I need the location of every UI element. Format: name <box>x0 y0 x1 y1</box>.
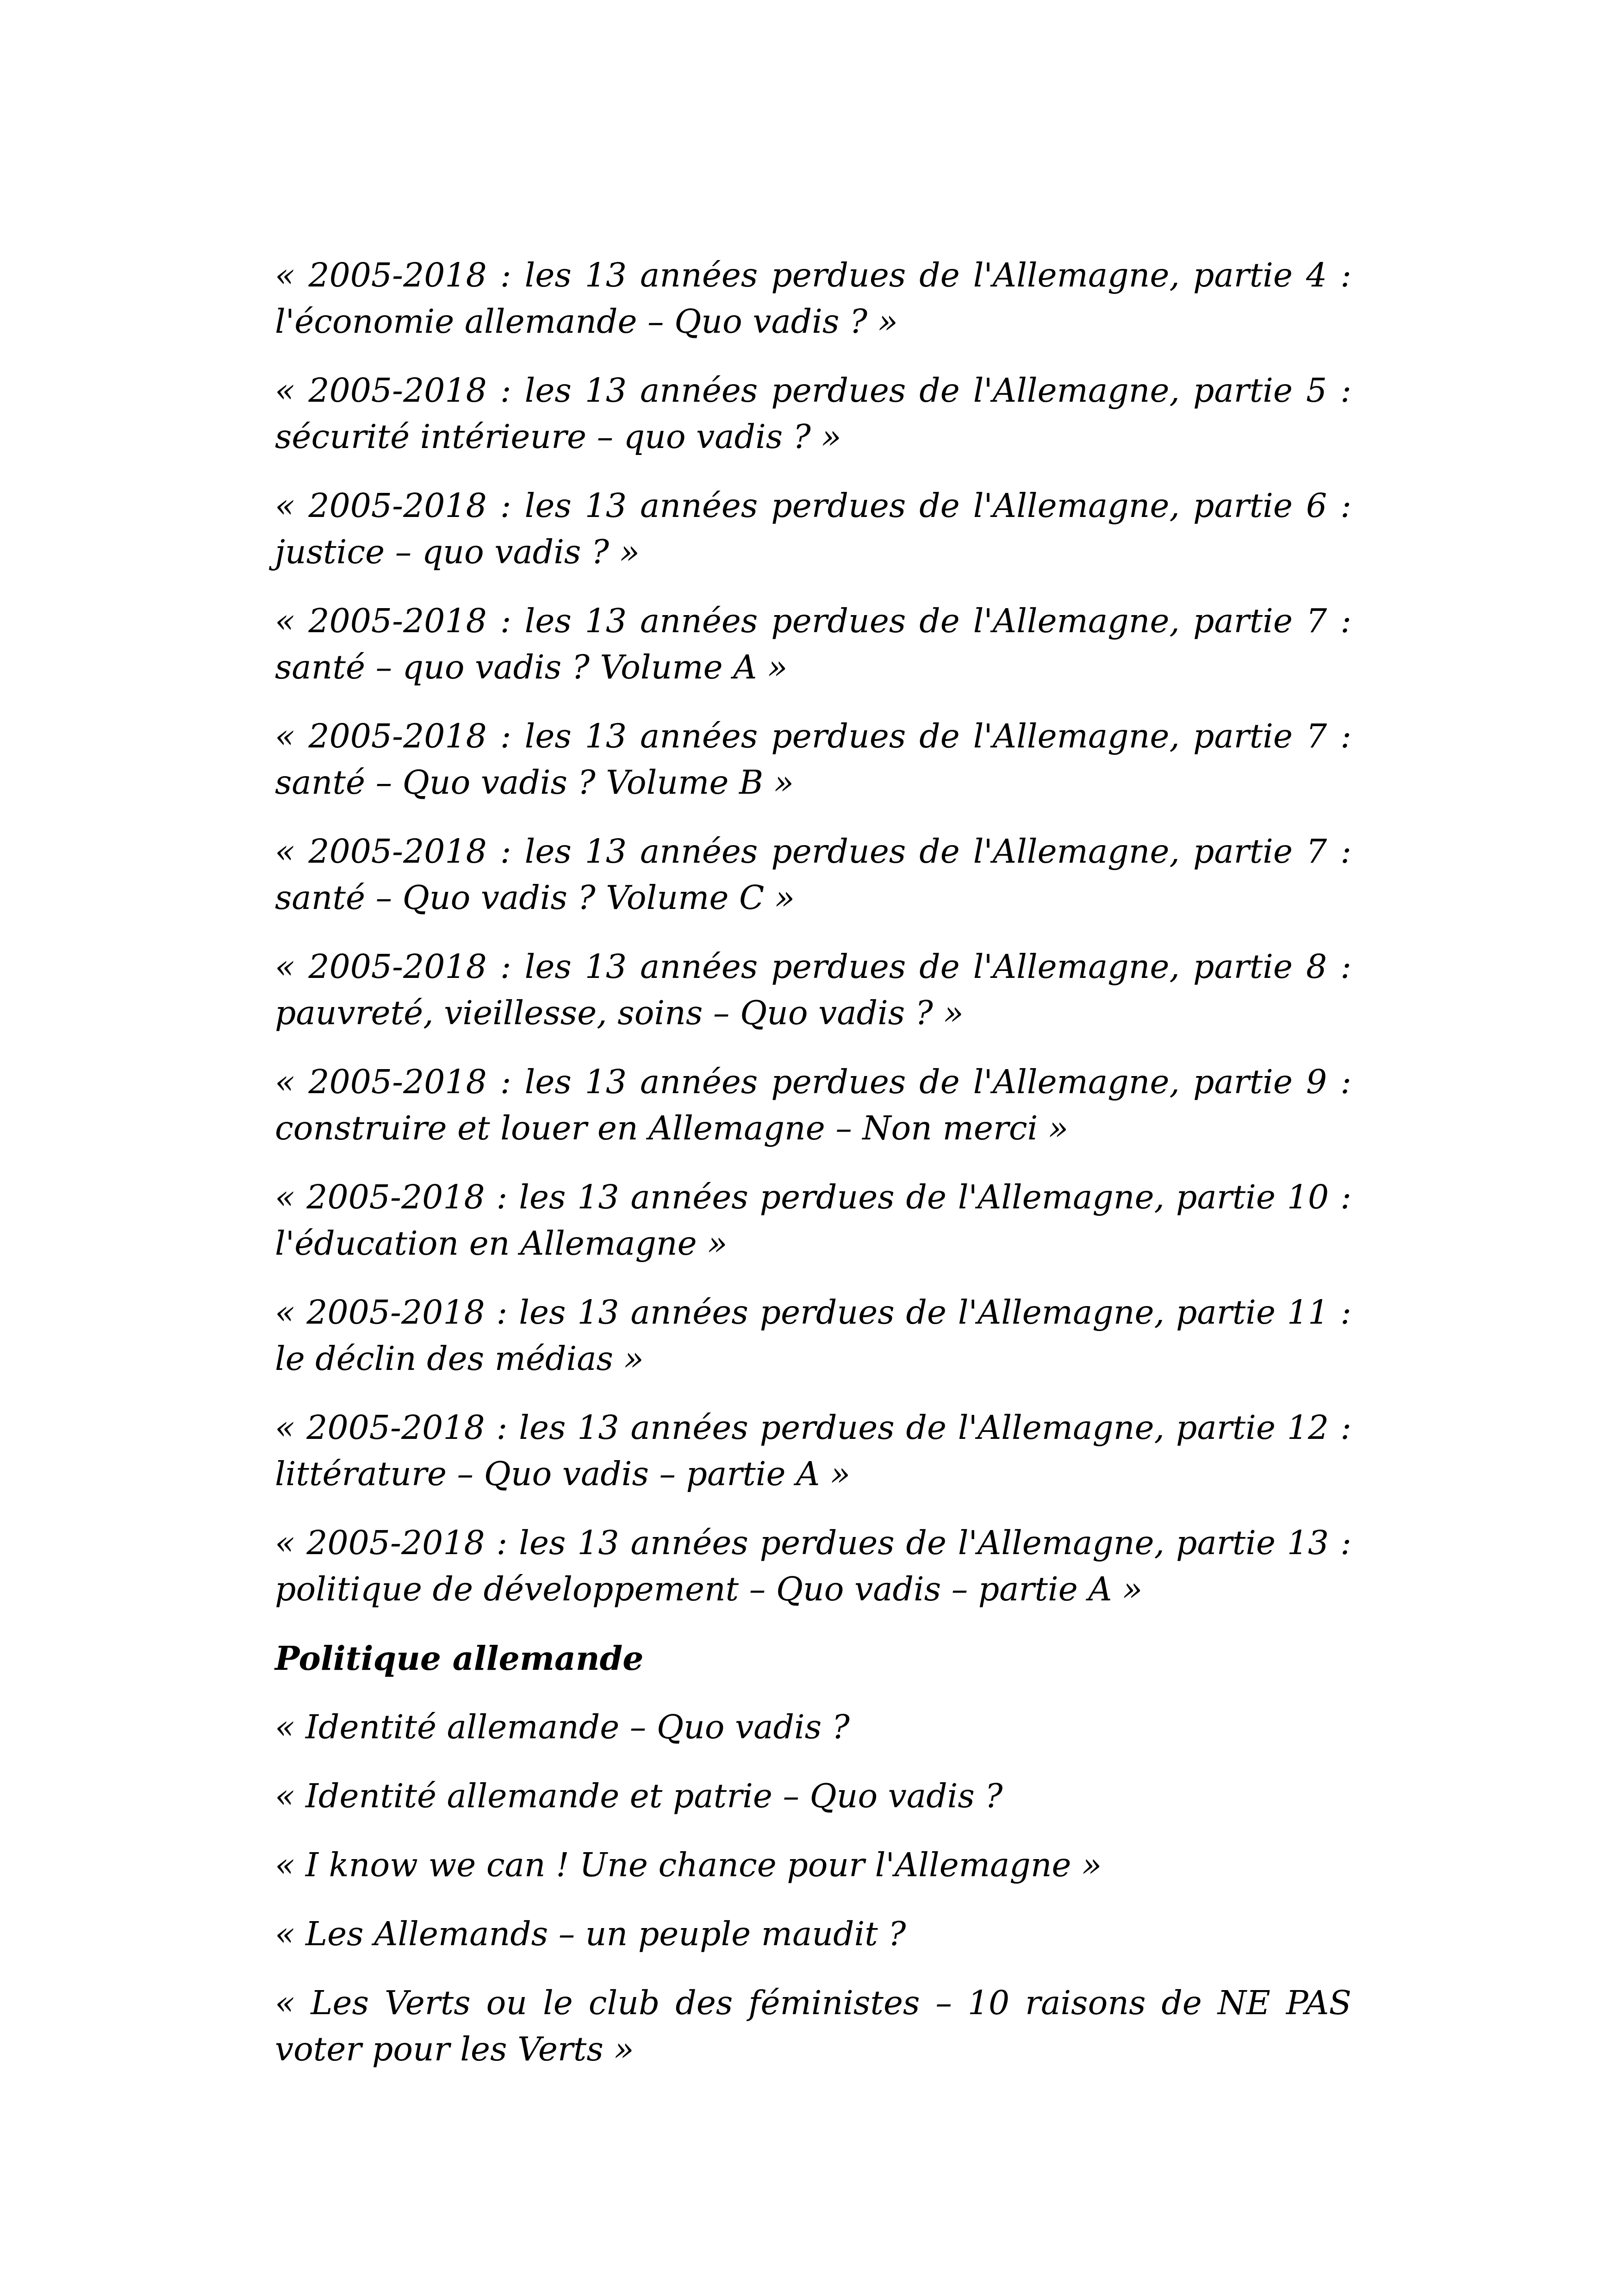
list-item: « 2005-2018 : les 13 années perdues de l'Allemagne, partie 9 : construire et louer en Allemagne – Non merci » <box>275 1063 1351 1147</box>
list-item: « 2005-2018 : les 13 années perdues de l'Allemagne, partie 11 : le déclin des médias » <box>275 1293 1351 1378</box>
list-item: « Identité allemande – Quo vadis ? <box>275 1708 850 1746</box>
list-item: « 2005-2018 : les 13 années perdues de l'Allemagne, partie 13 : politique de développement – Quo vadis – partie A » <box>275 1524 1351 1608</box>
list-item: « 2005-2018 : les 13 années perdues de l'Allemagne, partie 7 : santé – Quo vadis ? Volume C » <box>275 832 1351 917</box>
list-item: « 2005-2018 : les 13 années perdues de l'Allemagne, partie 4 : l'économie allemande – Quo vadis ? » <box>275 256 1351 341</box>
page-content <box>275 252 1351 2095</box>
list-item: « I know we can ! Une chance pour l'Allemagne » <box>275 1846 1102 1884</box>
section-heading: Politique allemande <box>275 1639 644 1678</box>
list-item: « Les Allemands – un peuple maudit ? <box>275 1915 906 1953</box>
list-item: « 2005-2018 : les 13 années perdues de l'Allemagne, partie 6 : justice – quo vadis ? » <box>275 486 1351 571</box>
list-item: « 2005-2018 : les 13 années perdues de l'Allemagne, partie 7 : santé – quo vadis ? Volume A » <box>275 602 1351 686</box>
list-item: « 2005-2018 : les 13 années perdues de l'Allemagne, partie 12 : littérature – Quo vadis – partie A » <box>275 1408 1351 1493</box>
list-item: « 2005-2018 : les 13 années perdues de l'Allemagne, partie 7 : santé – Quo vadis ? Volume B » <box>275 717 1351 802</box>
list-item: « Identité allemande et patrie – Quo vadis ? <box>275 1777 1003 1815</box>
list-item: « 2005-2018 : les 13 années perdues de l'Allemagne, partie 10 : l'éducation en Allemagne » <box>275 1178 1351 1263</box>
list-item: « 2005-2018 : les 13 années perdues de l'Allemagne, partie 8 : pauvreté, vieillesse, soins – Quo vadis ? » <box>275 947 1351 1032</box>
list-item: « 2005-2018 : les 13 années perdues de l'Allemagne, partie 5 : sécurité intérieure – quo vadis ? » <box>275 371 1351 456</box>
list-item: « Les Verts ou le club des féministes – 10 raisons de NE PAS voter pour les Verts » <box>275 1984 1351 2068</box>
